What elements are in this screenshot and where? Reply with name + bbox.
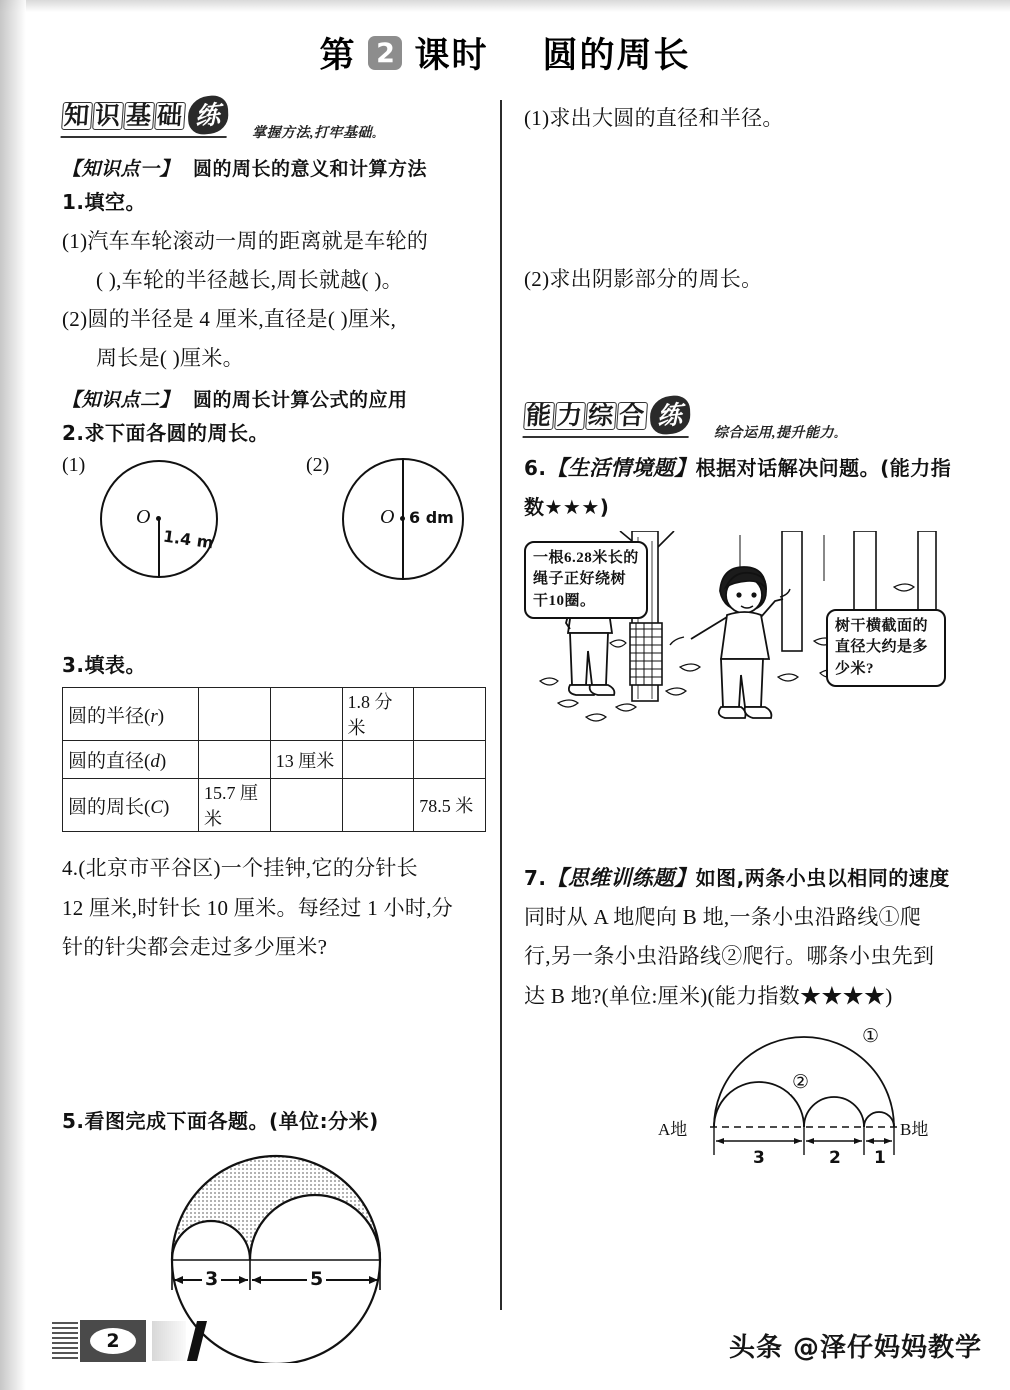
question-7-line-3: 行,另一条小虫沿路线②爬行。哪条小虫先到 — [524, 944, 935, 969]
row-label-var: r — [150, 705, 158, 727]
question-7-number: 7. — [524, 866, 547, 891]
tree-trunk-2 — [782, 531, 802, 651]
question-7-tag: 【思维训练题】 — [546, 866, 696, 891]
table-cell[interactable]: 13 厘米 — [270, 741, 342, 779]
right-column — [524, 96, 956, 1177]
question-7-line-2: 同时从 A 地爬向 B 地,一条小虫沿路线①爬 — [524, 905, 922, 930]
speech-bubble-right-text: 树干横截面的直径大约是多少米? — [835, 618, 929, 677]
footer-lines-decoration — [52, 1322, 78, 1360]
question-4-line-3: 针的针尖都会走过多少厘米? — [62, 934, 328, 959]
row-label-close: ) — [159, 751, 167, 773]
banner-char-4: 合 — [616, 402, 648, 430]
answer-space-q4 — [62, 968, 492, 1100]
left-column — [62, 96, 492, 1363]
banner-char-4: 础 — [154, 102, 186, 130]
question-6-heading-line-2: 数★★★) — [524, 494, 610, 519]
question-6-body: 根据对话解决问题。(能力指 — [695, 456, 952, 481]
table-cell[interactable] — [270, 779, 342, 832]
circle-2-center-dot — [400, 516, 405, 521]
path-2-label: ② — [792, 1071, 810, 1093]
segment-label-right: 5 — [307, 1268, 326, 1290]
question-4-line-2: 12 厘米,时针长 10 厘米。每经过 1 小时,分 — [62, 895, 454, 920]
question-6-number: 6. — [524, 456, 547, 481]
banner-subtitle-period: 。 — [834, 429, 845, 441]
arrow-left-end — [239, 1276, 248, 1284]
table-row — [63, 741, 486, 779]
question-7-body: 如图,两条小虫以相同的速度 — [695, 866, 950, 891]
answer-space-q5-1 — [524, 139, 956, 257]
knowledge-point-2 — [62, 385, 492, 412]
column-divider — [500, 100, 502, 1310]
table-cell[interactable] — [342, 741, 414, 779]
row-label-var: d — [150, 751, 160, 773]
circle-1-radius-label: 1.4 m — [161, 526, 215, 553]
banner-title-ability — [523, 396, 692, 438]
banner-subtitle-text: 掌握方法,打牢基础 — [252, 126, 372, 141]
circle-2-center-label: O — [380, 505, 395, 528]
question-1-line-2: ( ),车轮的半径越长,周长就越( )。 — [96, 267, 403, 292]
question-7-figure — [524, 1027, 956, 1177]
table-cell[interactable]: 1.8 分米 — [342, 688, 414, 741]
circle-1-radius-line — [158, 518, 160, 576]
knowledge-point-2-body: 圆的周长计算公式的应用 — [193, 389, 408, 412]
question-5-sub-1: (1)求出大圆的直径和半径。 — [524, 106, 784, 130]
question-6-illustration — [524, 531, 956, 736]
page-footer — [52, 1318, 202, 1364]
banner-subtitle-text: 综合运用,提升能力 — [714, 426, 834, 442]
speech-bubble-left — [524, 541, 648, 619]
banner-subtitle-basic — [252, 122, 383, 142]
question-6-heading — [524, 452, 956, 485]
table-row-label — [63, 741, 199, 779]
page-top-shadow — [0, 0, 1010, 12]
knowledge-point-1-tag: 【知识点一】 — [62, 158, 180, 180]
title-main: 圆的周长 — [542, 36, 691, 76]
banner-subtitle-ability — [714, 422, 845, 442]
question-5-heading: 5.看图完成下面各题。(单位:分米) — [62, 1108, 379, 1133]
title-mid: 课时 — [414, 36, 489, 76]
row-label-var: C — [150, 796, 164, 818]
segment-label-left: 3 — [202, 1268, 221, 1290]
question-7-svg — [524, 1027, 956, 1177]
banner-char-1: 能 — [523, 402, 555, 430]
spacer-after-table — [62, 832, 492, 846]
lesson-number-badge: 2 — [368, 36, 402, 70]
question-1-line-3: (2)圆的半径是 4 厘米,直径是( )厘米, — [62, 306, 397, 331]
segment-1-label: 3 — [753, 1147, 765, 1168]
knowledge-point-2-tag: 【知识点二】 — [62, 389, 180, 412]
segment-2-label: 2 — [829, 1147, 841, 1168]
row-label-close: ) — [157, 705, 165, 727]
page-left-shadow — [0, 0, 26, 1390]
circle-1-center-label: O — [136, 505, 151, 528]
row-label-zh: 圆的半径( — [68, 705, 151, 727]
page-title — [0, 28, 1010, 78]
table-row-label — [63, 688, 199, 741]
path-1-label: ① — [862, 1025, 880, 1047]
point-a-label: A地 — [658, 1119, 688, 1139]
speech-bubble-left-text: 一根6.28米长的绳子正好绕树干10圈。 — [533, 550, 639, 609]
knowledge-point-1-body: 圆的周长的意义和计算方法 — [193, 158, 428, 180]
speech-bubble-right — [826, 609, 946, 687]
knowledge-point-1 — [62, 154, 492, 181]
banner-title-basic — [61, 96, 230, 138]
table-cell[interactable] — [414, 688, 486, 741]
row-label-zh: 圆的直径( — [68, 751, 151, 773]
table-cell[interactable] — [199, 688, 271, 741]
question-2-figures — [62, 454, 492, 644]
page-number: 2 — [90, 1328, 136, 1354]
banner-cursive-char: 练 — [188, 94, 229, 136]
footer-gradient-decoration — [152, 1321, 186, 1361]
question-2-sub-label-1: (1) — [62, 453, 86, 476]
table-cell[interactable] — [199, 741, 271, 779]
banner-char-2: 识 — [92, 102, 124, 130]
circle-2-diameter-label: 6 dm — [409, 507, 454, 527]
answer-space-q6 — [524, 736, 956, 856]
table-cell[interactable] — [342, 779, 414, 832]
arrow-right-start — [252, 1276, 261, 1284]
question-6-tag: 【生活情境题】 — [546, 456, 696, 481]
row-label-zh: 圆的周长( — [68, 796, 151, 818]
section-banner-ability — [524, 396, 956, 444]
question-3-heading: 3.填表。 — [62, 652, 147, 677]
table-row — [63, 688, 486, 741]
question-2-sub-label-2: (2) — [306, 453, 330, 476]
question-5-sub-2: (2)求出阴影部分的周长。 — [524, 267, 763, 292]
path-2-semicircle-b — [804, 1097, 864, 1127]
row-label-close: ) — [163, 796, 170, 818]
question-1-line-1: (1)汽车车轮滚动一周的距离就是车轮的 — [62, 228, 429, 253]
child-right — [670, 567, 790, 718]
banner-subtitle-period: 。 — [372, 129, 383, 140]
banner-char-3: 基 — [123, 102, 155, 130]
question-4-line-1: 4.(北京市平谷区)一个挂钟,它的分针长 — [62, 856, 418, 881]
answer-space-q5-2 — [524, 300, 956, 396]
title-prefix: 第 — [319, 36, 357, 76]
question-7-line-4: 达 B 地?(单位:厘米)(能力指数★★★★) — [524, 983, 893, 1008]
point-b-label: B地 — [900, 1119, 929, 1139]
question-2-heading: 2.求下面各圆的周长。 — [62, 421, 270, 446]
banner-cursive-char: 练 — [650, 394, 691, 436]
table-row — [63, 779, 486, 832]
table-cell[interactable] — [414, 741, 486, 779]
banner-char-2: 力 — [554, 402, 586, 430]
question-1-line-4: 周长是( )厘米。 — [96, 346, 244, 371]
fill-in-table — [62, 687, 486, 832]
watermark: 头条 @泽仔妈妈教学 — [728, 1333, 982, 1363]
rope-wrap — [630, 623, 662, 685]
section-banner-basic — [62, 96, 492, 144]
banner-char-3: 综 — [585, 402, 617, 430]
question-3-table-wrap — [62, 687, 492, 832]
table-row-label — [63, 779, 199, 832]
banner-char-1: 知 — [61, 102, 93, 130]
path-2-semicircle-c — [864, 1112, 894, 1127]
question-7-heading — [524, 862, 956, 895]
page-number-badge — [80, 1320, 146, 1362]
segment-3-label: 1 — [874, 1147, 886, 1168]
table-cell[interactable]: 78.5 米 — [414, 779, 486, 832]
table-cell[interactable]: 15.7 厘米 — [199, 779, 271, 832]
table-cell[interactable] — [270, 688, 342, 741]
question-1-heading: 1.填空。 — [62, 190, 147, 214]
